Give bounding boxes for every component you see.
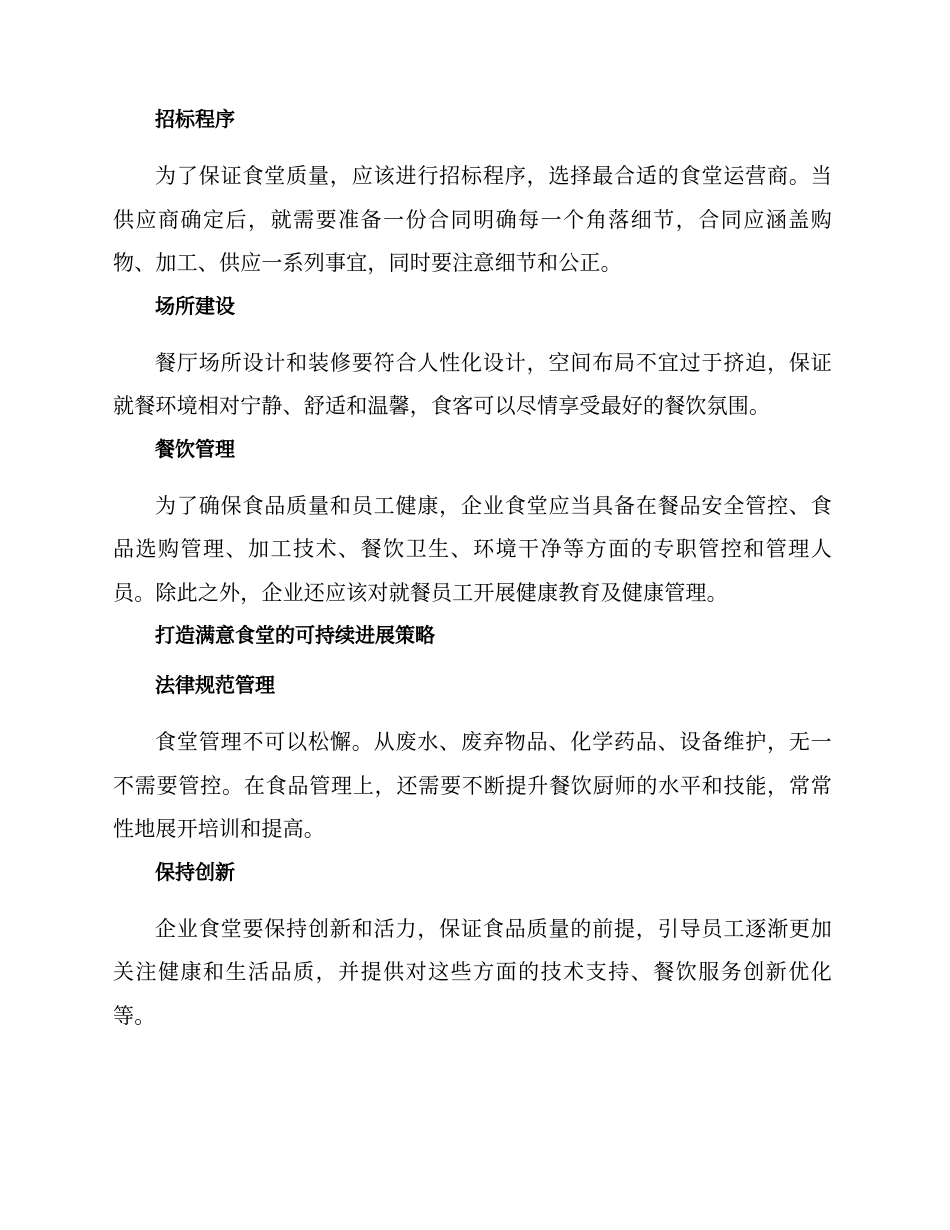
section-heading-innovation: 保持创新 xyxy=(155,859,235,884)
section-heading-catering: 餐饮管理 xyxy=(155,436,235,461)
section-paragraph-venue: 餐厅场所设计和装修要符合人性化设计，空间布局不宜过于挤迫，保证就餐环境相对宁静、舒适和温馨，食客可以尽情享受最好的餐饮氛围。 xyxy=(113,350,832,418)
section-paragraph-legal: 食堂管理不可以松懈。从废水、废弃物品、化学药品、设备维护，无一不需要管控。在食品管理上，还需要不断提升餐饮厨师的水平和技能，常常性地展开培训和提高。 xyxy=(113,730,832,841)
section-heading-strategy: 打造满意食堂的可持续进展策略 xyxy=(155,623,435,647)
section-paragraph-catering: 为了确保食品质量和员工健康，企业食堂应当具备在餐品安全管控、食品选购管理、加工技术、餐饮卫生、环境干净等方面的专职管控和管理人员。除此之外，企业还应该对就餐员工开展健康教育及健康管理。 xyxy=(113,493,832,605)
section-paragraph-bidding: 为了保证食堂质量，应该进行招标程序，选择最合适的食堂运营商。当供应商确定后，就需要准备一份合同明确每一个角落细节，合同应涵盖购物、加工、供应一系列事宜，同时要注意细节和公正。 xyxy=(113,164,832,275)
section-heading-bidding: 招标程序 xyxy=(155,107,235,131)
section-paragraph-innovation: 企业食堂要保持创新和活力，保证食品质量的前提，引导员工逐渐更加关注健康和生活品质，并提供对这些方面的技术支持、餐饮服务创新优化等。 xyxy=(113,916,832,1028)
section-heading-legal: 法律规范管理 xyxy=(155,673,275,697)
section-heading-venue: 场所建设 xyxy=(155,293,235,318)
